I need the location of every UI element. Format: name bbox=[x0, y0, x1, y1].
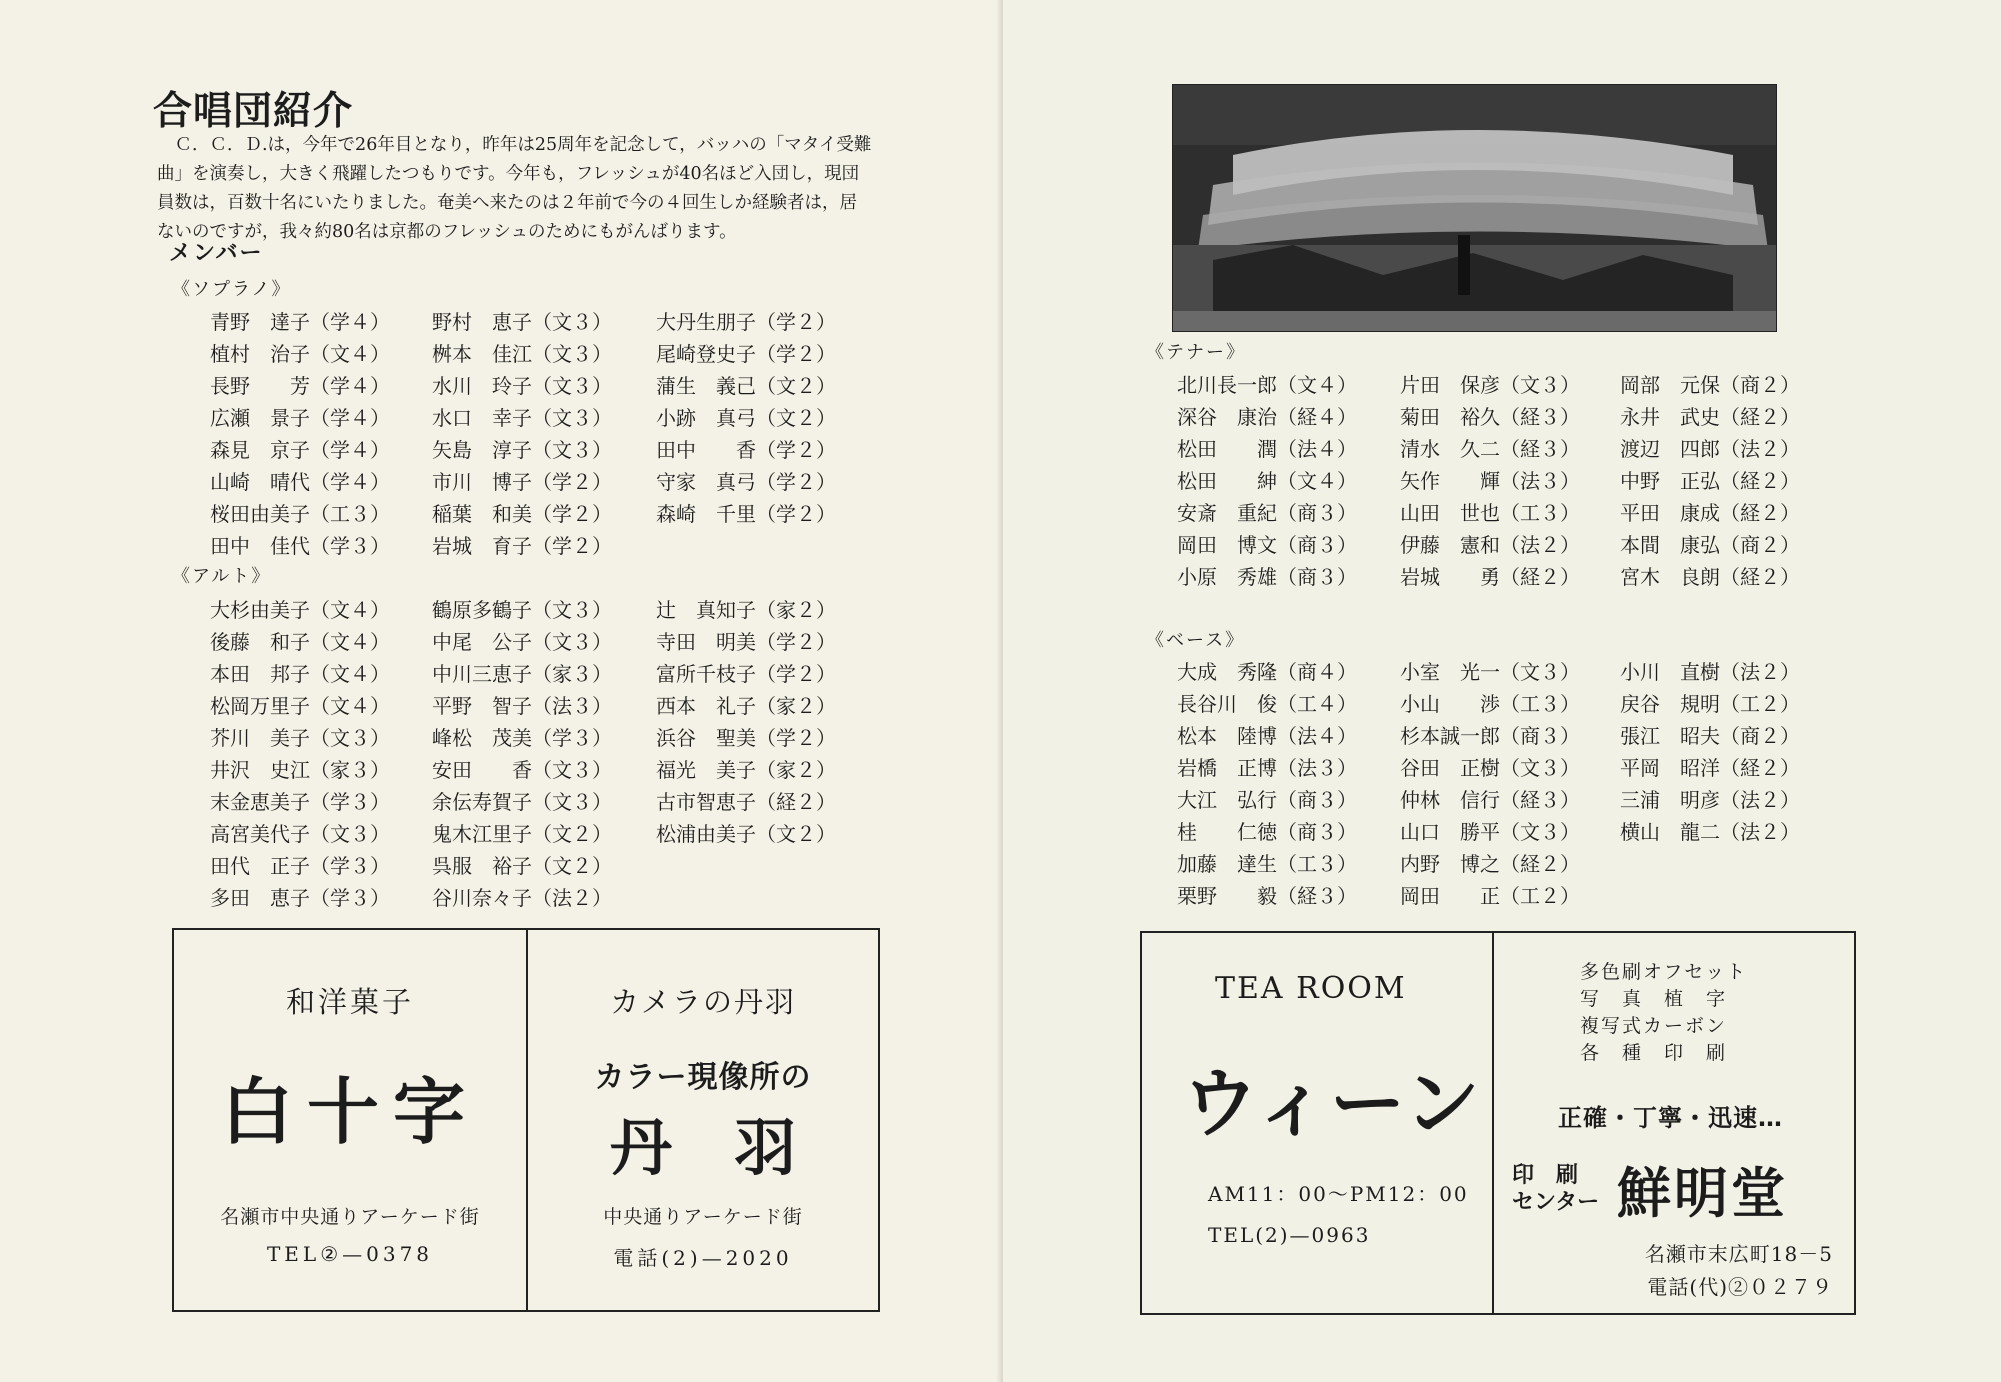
member-name: 岡部 元保（商２） bbox=[1620, 373, 1800, 397]
advert-senmeido-tag-bottom: センター bbox=[1512, 1190, 1600, 1215]
member-name: 永井 武史（経２） bbox=[1620, 405, 1800, 429]
member-name: 張江 昭夫（商２） bbox=[1620, 724, 1800, 748]
member-name: 小川 直樹（法２） bbox=[1620, 660, 1800, 684]
member-name: 田中 佳代（学３） bbox=[210, 534, 390, 558]
member-name: 高宮美代子（文３） bbox=[210, 822, 390, 846]
member-name: 浜谷 聖美（学２） bbox=[656, 726, 836, 750]
member-name: 大杉由美子（文４） bbox=[210, 598, 390, 622]
member-name: 山田 世也（工３） bbox=[1400, 501, 1580, 525]
member-name: 福光 美子（家２） bbox=[656, 758, 836, 782]
service-line: 多色刷オフセット bbox=[1580, 961, 1748, 983]
member-name: 森見 京子（学４） bbox=[210, 438, 390, 462]
intro-line: Ｃ．Ｃ．Ｄ.は，今年で26年目となり，昨年は25周年を記念して，バッハの「マタイ受難 bbox=[174, 135, 872, 155]
member-name: 本田 邦子（文４） bbox=[210, 662, 390, 686]
advert-wien bbox=[1142, 933, 1492, 1313]
member-name: 田代 正子（学３） bbox=[210, 854, 390, 878]
member-name: 小跡 真弓（文２） bbox=[656, 406, 836, 430]
member-name: 辻 真知子（家２） bbox=[656, 598, 836, 622]
tenor-col-3 bbox=[1620, 369, 1800, 593]
member-name: 安田 香（文３） bbox=[432, 758, 612, 782]
bass-col-2 bbox=[1400, 656, 1580, 912]
advert-hakujuji-name: 白十字 bbox=[220, 1070, 479, 1154]
member-name: 宮木 良朗（経２） bbox=[1620, 565, 1800, 589]
page-title: 合唱団紹介 bbox=[153, 89, 354, 134]
member-name: 大成 秀隆（商４） bbox=[1177, 660, 1357, 684]
bass-col-3 bbox=[1620, 656, 1800, 848]
member-name: 仲林 信行（経３） bbox=[1400, 788, 1580, 812]
member-name: 多田 恵子（学３） bbox=[210, 886, 390, 910]
advert-senmeido bbox=[1492, 933, 1849, 1313]
member-name: 水口 幸子（文３） bbox=[432, 406, 612, 430]
member-name: 芥川 美子（文３） bbox=[210, 726, 390, 750]
advert-niwa-category: カメラの丹羽 bbox=[609, 985, 796, 1019]
member-name: 峰松 茂美（学３） bbox=[432, 726, 612, 750]
member-name: 長野 芳（学４） bbox=[210, 374, 390, 398]
advert-niwa-tel: 電話(2)—2020 bbox=[613, 1246, 793, 1270]
member-name: 山口 勝平（文３） bbox=[1400, 820, 1580, 844]
member-name: 菊田 裕久（経３） bbox=[1400, 405, 1580, 429]
service-line: 複写式カーボン bbox=[1580, 1015, 1728, 1037]
bass-col-1 bbox=[1177, 656, 1357, 912]
soprano-col-2 bbox=[432, 306, 612, 562]
member-name: 小山 渉（工３） bbox=[1400, 692, 1580, 716]
member-name: 富所千枝子（学２） bbox=[656, 662, 836, 686]
member-name: 寺田 明美（学２） bbox=[656, 630, 836, 654]
member-name: 矢島 淳子（文３） bbox=[432, 438, 612, 462]
member-name: 野村 恵子（文３） bbox=[432, 310, 612, 334]
member-name: 戻谷 規明（工２） bbox=[1620, 692, 1800, 716]
advert-senmeido-slogan: 正確・丁寧・迅速… bbox=[1558, 1104, 1783, 1132]
member-name: 余伝寿賀子（文３） bbox=[432, 790, 612, 814]
member-name: 加藤 達生（工３） bbox=[1177, 852, 1357, 876]
member-name: 山崎 晴代（学４） bbox=[210, 470, 390, 494]
advert-wien-tel: TEL(2)—0963 bbox=[1208, 1223, 1371, 1247]
member-name: 岡田 正（工２） bbox=[1400, 884, 1580, 908]
tenor-col-1 bbox=[1177, 369, 1357, 593]
member-name: 西本 礼子（家２） bbox=[656, 694, 836, 718]
choir-photo bbox=[1172, 84, 1777, 332]
member-name: 本間 康弘（商２） bbox=[1620, 533, 1800, 557]
member-name: 田中 香（学２） bbox=[656, 438, 836, 462]
member-name: 守家 真弓（学２） bbox=[656, 470, 836, 494]
member-name: 後藤 和子（文４） bbox=[210, 630, 390, 654]
member-name: 桜田由美子（工３） bbox=[210, 502, 390, 526]
member-name: 岩城 育子（学２） bbox=[432, 534, 612, 558]
member-name: 渡辺 四郎（法２） bbox=[1620, 437, 1800, 461]
advert-box-right bbox=[1140, 931, 1856, 1315]
member-name: 松田 紳（文４） bbox=[1177, 469, 1357, 493]
member-name: 松岡万里子（文４） bbox=[210, 694, 390, 718]
member-name: 森崎 千里（学２） bbox=[656, 502, 836, 526]
member-name: 中尾 公子（文３） bbox=[432, 630, 612, 654]
member-name: 片田 保彦（文３） bbox=[1400, 373, 1580, 397]
member-name: 鶴原多鶴子（文３） bbox=[432, 598, 612, 622]
member-name: 三浦 明彦（法２） bbox=[1620, 788, 1800, 812]
member-name: 矢作 輝（法３） bbox=[1400, 469, 1580, 493]
member-name: 谷田 正樹（文３） bbox=[1400, 756, 1580, 780]
member-name: 岩城 勇（経２） bbox=[1400, 565, 1580, 589]
advert-wien-category: TEA ROOM bbox=[1215, 971, 1407, 1006]
advert-hakujuji-tel: TEL②—0378 bbox=[266, 1242, 434, 1266]
intro-line: 曲」を演奏し，大きく飛躍したつもりです。今年も，フレッシュが40名ほど入団し，現団 bbox=[157, 164, 860, 184]
member-name: 清水 久二（経３） bbox=[1400, 437, 1580, 461]
right-page bbox=[1003, 0, 2001, 1382]
member-name: 植村 治子（文４） bbox=[210, 342, 390, 366]
member-name: 松浦由美子（文２） bbox=[656, 822, 836, 846]
intro-line: 員数は，百数十名にいたりました。奄美へ来たのは２年前で今の４回生しか経験者は，居 bbox=[157, 193, 857, 213]
member-name: 中川三恵子（家３） bbox=[432, 662, 612, 686]
member-name: 長谷川 俊（工４） bbox=[1177, 692, 1357, 716]
member-name: 尾崎登史子（学２） bbox=[656, 342, 836, 366]
member-name: 岡田 博文（商３） bbox=[1177, 533, 1357, 557]
alto-col-1 bbox=[210, 594, 390, 914]
member-name: 市川 博子（学２） bbox=[432, 470, 612, 494]
member-name: 伊藤 憲和（法２） bbox=[1400, 533, 1580, 557]
soprano-label: 《ソプラノ》 bbox=[172, 279, 292, 300]
intro-line: ないのですが，我々約80名は京都のフレッシュのためにもがんばります。 bbox=[157, 222, 737, 242]
advert-senmeido-services bbox=[1580, 959, 1747, 1067]
advert-box-left bbox=[172, 928, 880, 1312]
service-line: 各 種 印 刷 bbox=[1580, 1042, 1728, 1064]
advert-hakujuji-category: 和洋菓子 bbox=[285, 985, 414, 1019]
service-line: 写 真 植 字 bbox=[1580, 988, 1728, 1010]
member-name: 安斎 重紀（商３） bbox=[1177, 501, 1357, 525]
advert-niwa-address: 中央通りアーケード街 bbox=[603, 1206, 803, 1228]
member-name: 蒲生 義己（文２） bbox=[656, 374, 836, 398]
member-name: 谷川奈々子（法２） bbox=[432, 886, 612, 910]
soprano-col-3 bbox=[656, 306, 836, 530]
member-name: 深谷 康治（経４） bbox=[1177, 405, 1357, 429]
members-heading: メンバー bbox=[169, 241, 264, 266]
member-name: 小原 秀雄（商３） bbox=[1177, 565, 1357, 589]
member-name: 井沢 史江（家３） bbox=[210, 758, 390, 782]
member-name: 大江 弘行（商３） bbox=[1177, 788, 1357, 812]
choir-photo-image bbox=[1173, 85, 1776, 331]
member-name: 平田 康成（経２） bbox=[1620, 501, 1800, 525]
advert-hakujuji-address: 名瀬市中央通りアーケード街 bbox=[220, 1206, 480, 1228]
member-name: 杉本誠一郎（商３） bbox=[1400, 724, 1580, 748]
member-name: 広瀬 景子（学４） bbox=[210, 406, 390, 430]
advert-niwa-subtitle: カラー現像所の bbox=[594, 1060, 812, 1095]
advert-senmeido-tag-top: 印 刷 bbox=[1512, 1163, 1579, 1188]
member-name: 稲葉 和美（学２） bbox=[432, 502, 612, 526]
member-name: 平野 智子（法３） bbox=[432, 694, 612, 718]
member-name: 末金恵美子（学３） bbox=[210, 790, 390, 814]
member-name: 松田 潤（法４） bbox=[1177, 437, 1357, 461]
soprano-col-1 bbox=[210, 306, 390, 562]
member-name: 青野 達子（学４） bbox=[210, 310, 390, 334]
member-name: 松本 陸博（法４） bbox=[1177, 724, 1357, 748]
member-name: 中野 正弘（経２） bbox=[1620, 469, 1800, 493]
tenor-col-2 bbox=[1400, 369, 1580, 593]
bass-label: 《ベース》 bbox=[1146, 630, 1246, 651]
advert-senmeido-tel: 電話(代)②０２７９ bbox=[1647, 1275, 1833, 1299]
advert-niwa-name: 丹 羽 bbox=[609, 1111, 796, 1184]
advert-wien-hours: AM11：00～PM12：00 bbox=[1208, 1182, 1469, 1206]
alto-col-2 bbox=[432, 594, 612, 914]
member-name: 水川 玲子（文３） bbox=[432, 374, 612, 398]
advert-senmeido-tag bbox=[1512, 1162, 1599, 1216]
member-name: 古市智恵子（経２） bbox=[656, 790, 836, 814]
intro-paragraph bbox=[157, 131, 892, 247]
member-name: 内野 博之（経２） bbox=[1400, 852, 1580, 876]
member-name: 大丹生朋子（学２） bbox=[656, 310, 836, 334]
advert-senmeido-address: 名瀬市末広町18－5 bbox=[1644, 1242, 1833, 1266]
advert-hakujuji bbox=[174, 930, 526, 1310]
member-name: 小室 光一（文３） bbox=[1400, 660, 1580, 684]
alto-label: 《アルト》 bbox=[172, 566, 272, 587]
tenor-label: 《テナー》 bbox=[1146, 342, 1246, 363]
member-name: 栗野 毅（経３） bbox=[1177, 884, 1357, 908]
member-name: 横山 龍二（法２） bbox=[1620, 820, 1800, 844]
member-name: 桂 仁徳（商３） bbox=[1177, 820, 1357, 844]
advert-senmeido-name: 鮮明堂 bbox=[1617, 1162, 1788, 1225]
member-name: 呉服 裕子（文２） bbox=[432, 854, 612, 878]
member-name: 平岡 昭洋（経２） bbox=[1620, 756, 1800, 780]
member-name: 鬼木江里子（文２） bbox=[432, 822, 612, 846]
member-name: 桝本 佳江（文３） bbox=[432, 342, 612, 366]
member-name: 岩橋 正博（法３） bbox=[1177, 756, 1357, 780]
advert-niwa bbox=[526, 930, 878, 1310]
advert-wien-name: ウィーン bbox=[1182, 1059, 1480, 1148]
alto-col-3 bbox=[656, 594, 836, 850]
member-name: 北川長一郎（文４） bbox=[1177, 373, 1357, 397]
